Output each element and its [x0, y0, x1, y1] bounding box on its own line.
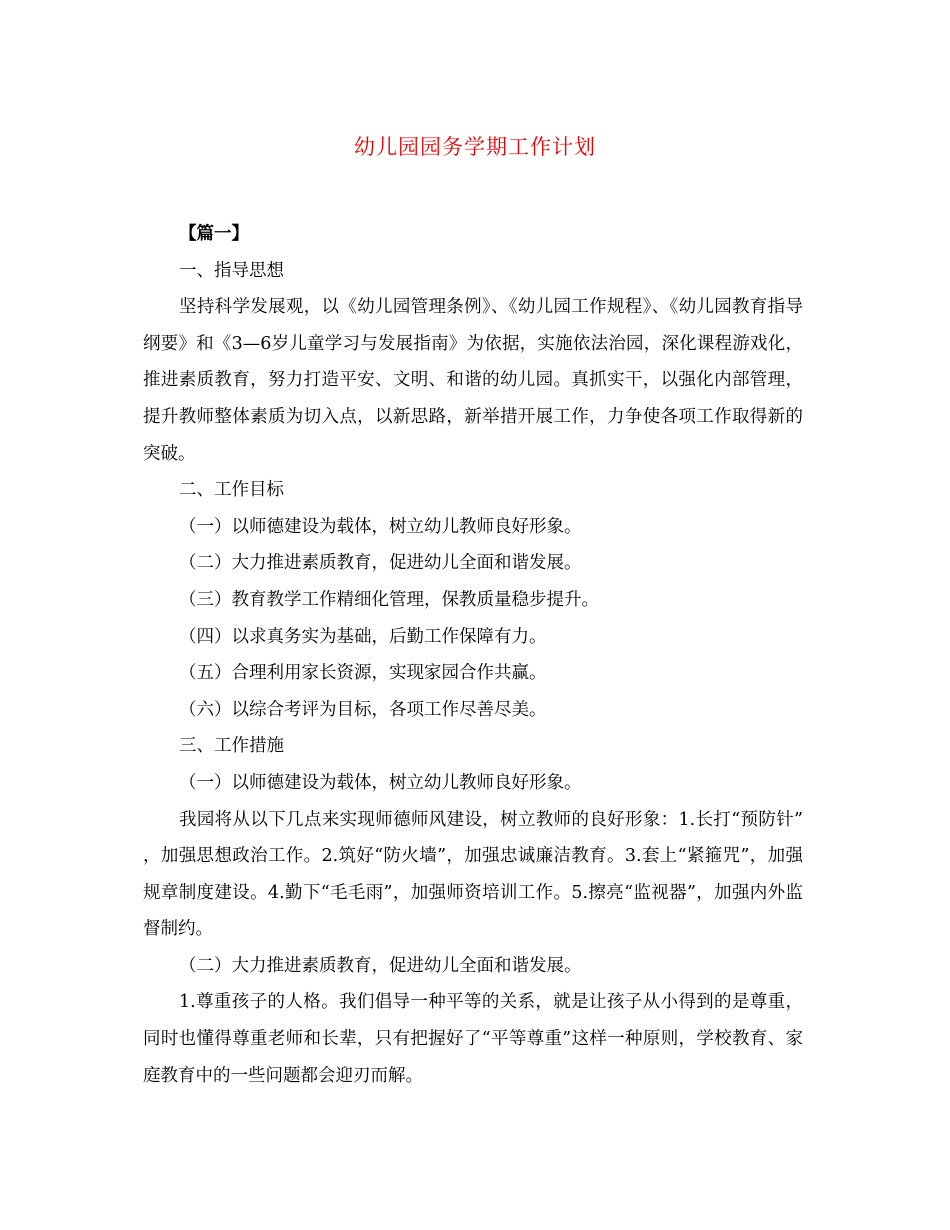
measure-heading-2: （二）大力推进素质教育，促进幼儿全面和谐发展。: [179, 955, 582, 976]
heading-work-goals: 二、工作目标: [179, 480, 284, 501]
heading-guiding-ideology: 一、指导思想: [179, 260, 284, 281]
paragraph-measure-1: 我园将从以下几点来实现师德师风建设，树立教师的良好形象：1.长打“预防针”，加强思想政治工作。2.筑好“防火墙”，加强忠诚廉洁教育。3.套上“紧箍咒”，加强规章制度建设。4.勤下“毛毛雨”，加强师资培训工作。5.擦亮“监视器”，加强内外监督制约。: [143, 809, 803, 940]
goal-item-1: （一）以师德建设为载体，树立幼儿教师良好形象。: [179, 516, 582, 537]
document-body: [143, 216, 803, 1094]
section-marker: 【篇一】: [179, 224, 249, 244]
goal-item-3: （三）教育教学工作精细化管理，保教质量稳步提升。: [179, 589, 599, 610]
paragraph-measure-2: 1.尊重孩子的人格。我们倡导一种平等的关系，就是让孩子从小得到的是尊重，同时也懂得尊重老师和长辈，只有把握好了“平等尊重”这样一种原则，学校教育、家庭教育中的一些问题都会迎刃而解。: [143, 992, 803, 1086]
document-title: 幼儿园园务学期工作计划: [354, 135, 596, 159]
goal-item-4: （四）以求真务实为基础，后勤工作保障有力。: [179, 626, 547, 647]
paragraph-guiding-ideology: 坚持科学发展观，以《幼儿园管理条例》、《幼儿园工作规程》、《幼儿园教育指导纲要》和《3—6岁儿童学习与发展指南》为依据，实施依法治园，深化课程游戏化，推进素质教育，努力打造平安、文明、和谐的幼儿园。真抓实干，以强化内部管理，提升教师整体素质为切入点，以新思路，新举措开展工作，力争使各项工作取得新的突破。: [143, 297, 803, 464]
goal-item-2: （二）大力推进素质教育，促进幼儿全面和谐发展。: [179, 553, 582, 574]
measure-heading-1: （一）以师德建设为载体，树立幼儿教师良好形象。: [179, 772, 582, 793]
goal-item-6: （六）以综合考评为目标，各项工作尽善尽美。: [179, 699, 547, 720]
heading-work-measures: 三、工作措施: [179, 736, 284, 757]
goal-item-5: （五）合理利用家长资源，实现家园合作共赢。: [179, 663, 547, 684]
